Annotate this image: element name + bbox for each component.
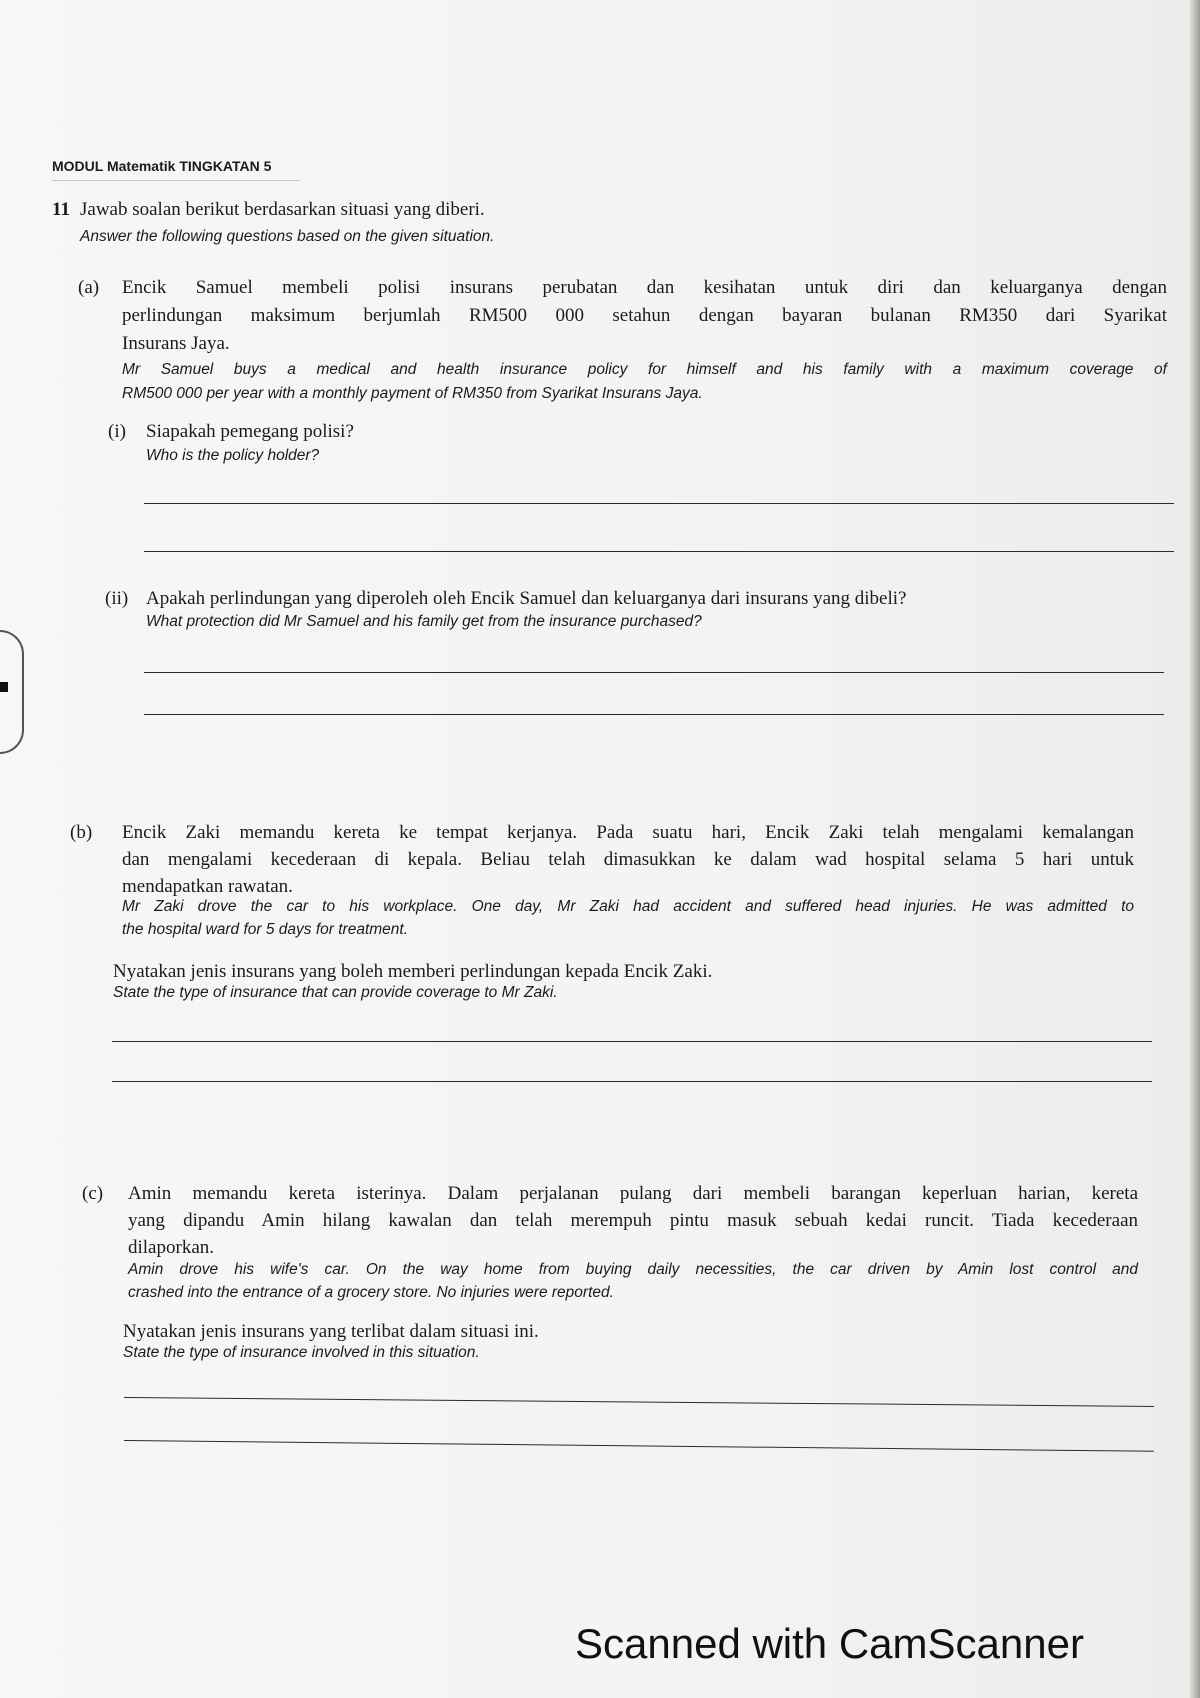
answer-line-a-i-1[interactable] <box>144 503 1174 504</box>
question-number: 11 <box>52 199 70 220</box>
answer-line-a-ii-1[interactable] <box>144 672 1164 673</box>
answer-line-a-ii-2[interactable] <box>144 714 1164 715</box>
page-edge-shadow <box>1190 0 1200 1698</box>
binder-hole <box>0 682 8 692</box>
answer-line-b-1[interactable] <box>112 1041 1152 1042</box>
part-c-text-en-line2: crashed into the entrance of a grocery store. No injuries were reported. <box>128 1284 614 1301</box>
part-a-ii-question-en: What protection did Mr Samuel and his family get from the insurance purchased? <box>146 613 702 630</box>
part-a-text-en-line1: Mr Samuel buys a medical and health insurance policy for himself and his family with a maximum coverage of <box>122 361 1167 378</box>
part-a-i-question-ms: Siapakah pemegang polisi? <box>146 421 354 442</box>
part-b-text-ms-line2: dan mengalami kecederaan di kepala. Beliau telah dimasukkan ke dalam wad hospital selama 5 hari untuk <box>122 849 1134 870</box>
part-c-task-en: State the type of insurance involved in this situation. <box>123 1344 480 1361</box>
answer-line-c-2[interactable] <box>124 1440 1154 1452</box>
binder-clip <box>0 630 24 754</box>
answer-line-c-1[interactable] <box>124 1397 1154 1407</box>
part-a-text-ms-line3: Insurans Jaya. <box>122 333 230 354</box>
question-instruction-en: Answer the following questions based on the given situation. <box>80 228 495 245</box>
part-a-i-question-en: Who is the policy holder? <box>146 447 320 464</box>
part-a-ii-label: (ii) <box>105 588 129 609</box>
part-b-task-ms: Nyatakan jenis insurans yang boleh memberi perlindungan kepada Encik Zaki. <box>113 961 713 982</box>
part-c-text-en-line1: Amin drove his wife's car. On the way home from buying daily necessities, the car driven by Amin lost control and <box>128 1261 1138 1278</box>
answer-line-a-i-2[interactable] <box>144 551 1174 552</box>
part-b-task-en: State the type of insurance that can provide coverage to Mr Zaki. <box>113 984 558 1001</box>
part-a-ii-question-ms: Apakah perlindungan yang diperoleh oleh Encik Samuel dan keluarganya dari insurans yang dibeli? <box>146 588 907 609</box>
part-c-task-ms: Nyatakan jenis insurans yang terlibat dalam situasi ini. <box>123 1321 539 1342</box>
part-c-text-ms-line1: Amin memandu kereta isterinya. Dalam perjalanan pulang dari membeli barangan keperluan harian, kereta <box>128 1183 1138 1204</box>
part-b-text-ms-line1: Encik Zaki memandu kereta ke tempat kerjanya. Pada suatu hari, Encik Zaki telah mengalami kemalangan <box>122 822 1134 843</box>
part-b-label: (b) <box>70 822 93 843</box>
part-b-text-en-line2: the hospital ward for 5 days for treatment. <box>122 921 409 938</box>
part-a-text-en-line2: RM500 000 per year with a monthly payment of RM350 from Syarikat Insurans Jaya. <box>122 385 703 402</box>
part-a-text-ms-line1: Encik Samuel membeli polisi insurans perubatan dan kesihatan untuk diri dan keluarganya dengan <box>122 277 1167 298</box>
answer-line-b-2[interactable] <box>112 1081 1152 1082</box>
part-a-i-label: (i) <box>108 421 126 442</box>
camscanner-watermark: Scanned with CamScanner <box>575 1620 1084 1667</box>
part-a-label: (a) <box>78 277 100 298</box>
part-c-text-ms-line2: yang dipandu Amin hilang kawalan dan telah merempuh pintu masuk sebuah kedai runcit. Tiada kecederaan <box>128 1210 1138 1231</box>
part-c-label: (c) <box>82 1183 104 1204</box>
module-header: MODUL Matematik TINGKATAN 5 <box>52 158 300 181</box>
question-instruction-ms: Jawab soalan berikut berdasarkan situasi yang diberi. <box>80 199 485 220</box>
part-c-text-ms-line3: dilaporkan. <box>128 1237 215 1258</box>
part-a-text-ms-line2: perlindungan maksimum berjumlah RM500 000 setahun dengan bayaran bulanan RM350 dari Syarikat <box>122 305 1167 326</box>
part-b-text-en-line1: Mr Zaki drove the car to his workplace. One day, Mr Zaki had accident and suffered head injuries. He was admitted to <box>122 898 1134 915</box>
part-b-text-ms-line3: mendapatkan rawatan. <box>122 876 293 897</box>
